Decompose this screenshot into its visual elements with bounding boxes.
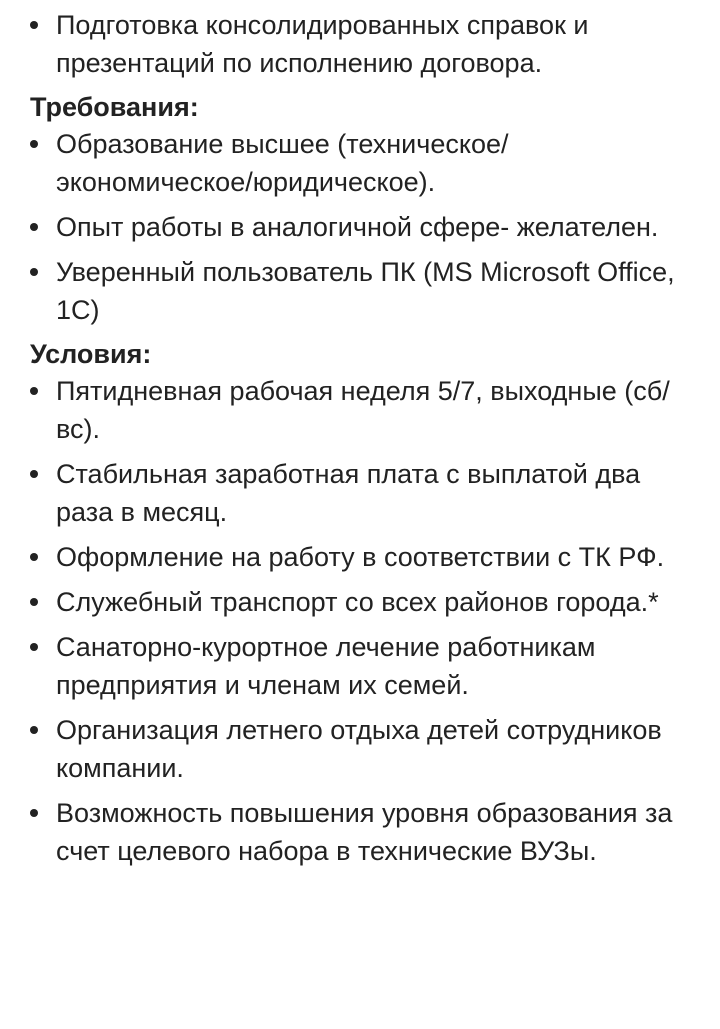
conditions-heading: Условия:: [30, 339, 152, 369]
list-item-text: Организация летнего отдыха детей сотрудников компании.: [56, 715, 662, 783]
requirements-heading: Требования:: [30, 92, 199, 122]
list-item-text: Подготовка консолидированных справок и презентаций по исполнению договора.: [56, 10, 589, 78]
list-item-text: Возможность повышения уровня образования за счет целевого набора в технические ВУЗы.: [56, 798, 673, 866]
bullet-icon: [30, 268, 38, 276]
list-item-text: Служебный транспорт со всех районов города.*: [56, 587, 659, 617]
list-item: [30, 628, 680, 704]
bullet-icon: [30, 21, 38, 29]
conditions-list: [30, 372, 680, 870]
list-item: [30, 794, 680, 870]
requirements-list: [30, 125, 680, 329]
list-item: [30, 6, 680, 82]
bullet-icon: [30, 643, 38, 651]
bullet-icon: [30, 553, 38, 561]
list-item: [30, 253, 680, 329]
list-item: [30, 711, 680, 787]
list-item-text: Пятидневная рабочая неделя 5/7, выходные (сб/вс).: [56, 376, 670, 444]
list-item-text: Уверенный пользователь ПК (MS Microsoft Office, 1С): [56, 257, 675, 325]
list-item: [30, 125, 680, 201]
list-item: [30, 538, 680, 576]
duties-list: [30, 6, 680, 82]
bullet-icon: [30, 387, 38, 395]
bullet-icon: [30, 809, 38, 817]
bullet-icon: [30, 726, 38, 734]
bullet-icon: [30, 598, 38, 606]
list-item: [30, 455, 680, 531]
list-item: [30, 583, 680, 621]
list-item-text: Образование высшее (техническое/ экономическое/юридическое).: [56, 129, 509, 197]
list-item: [30, 208, 680, 246]
bullet-icon: [30, 140, 38, 148]
bullet-icon: [30, 470, 38, 478]
bullet-icon: [30, 223, 38, 231]
list-item-text: Санаторно-курортное лечение работникам предприятия и членам их семей.: [56, 632, 596, 700]
list-item: [30, 372, 680, 448]
list-item-text: Стабильная заработная плата с выплатой два раза в месяц.: [56, 459, 641, 527]
list-item-text: Оформление на работу в соответствии с ТК РФ.: [56, 542, 665, 572]
list-item-text: Опыт работы в аналогичной сфере- желателен.: [56, 212, 659, 242]
